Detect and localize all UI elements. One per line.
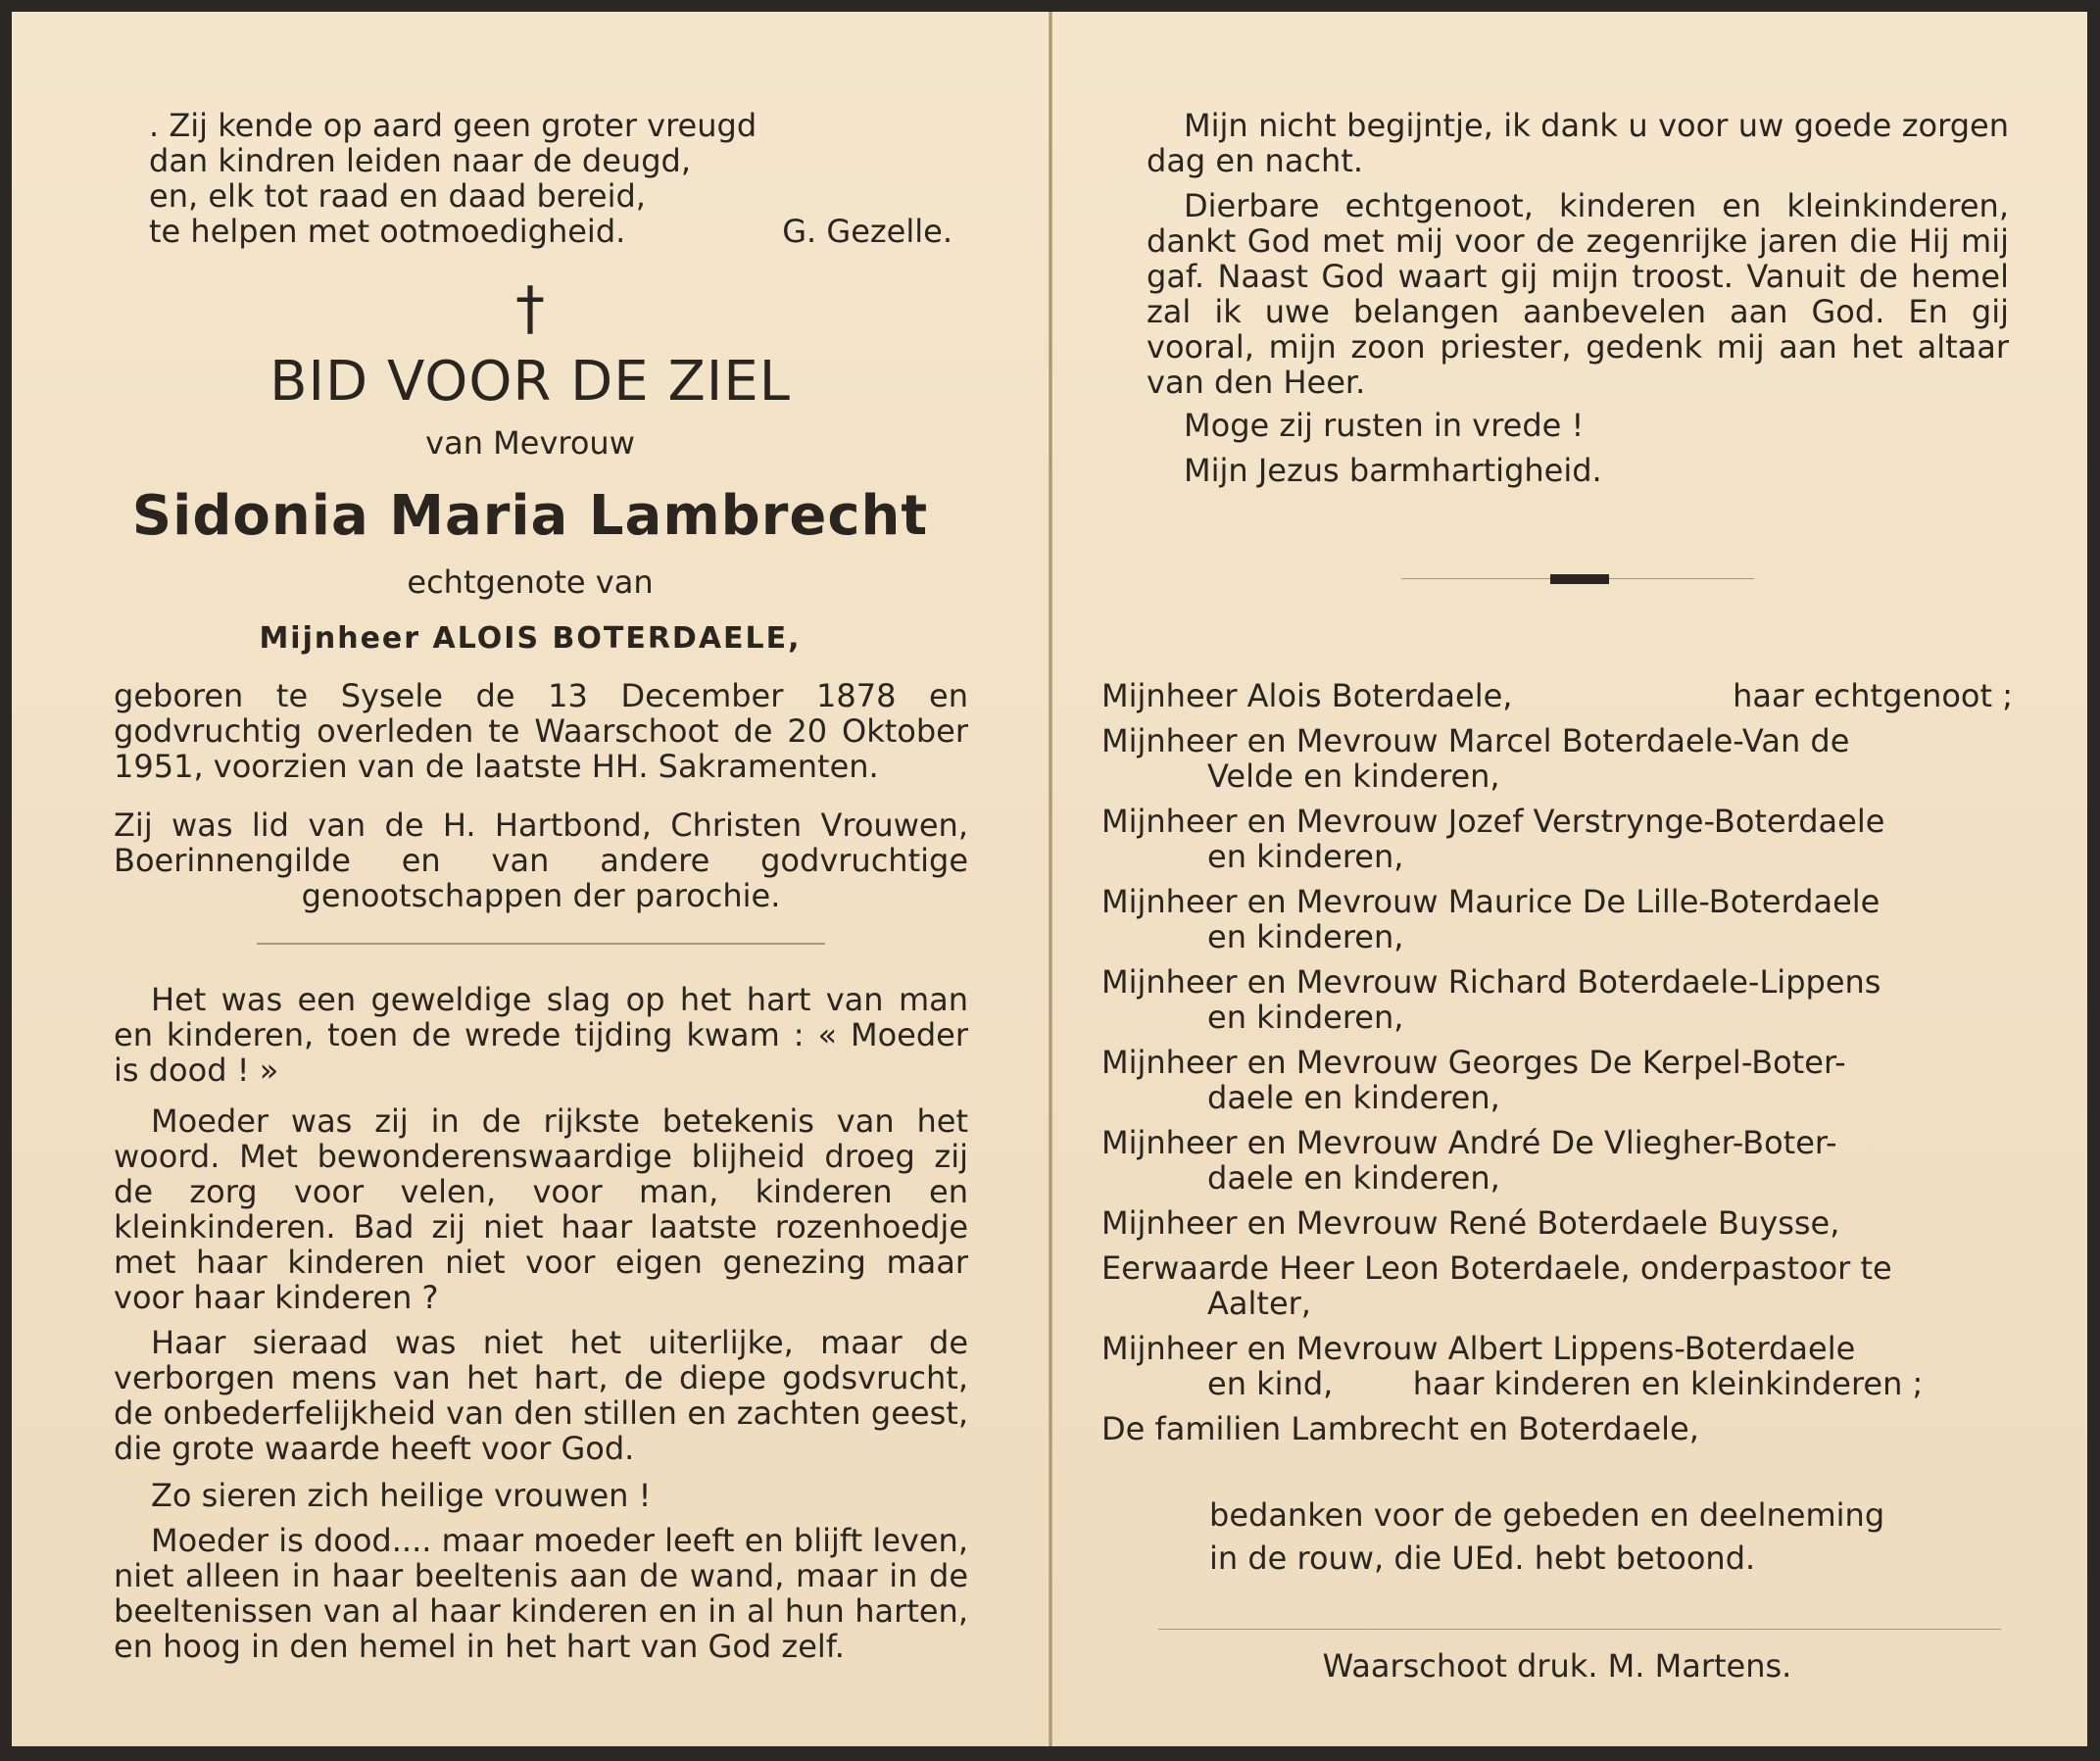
left-divider	[257, 943, 825, 945]
left-paragraph: Haar sieraad was niet het uiterlijke, maar de verborgen mens van het hart, de diepe godsvrucht, de onbederfelijkheid van den stillen en zachten geest, die grote waarde heeft voor God.	[114, 1324, 968, 1467]
family-entry	[1101, 804, 2013, 874]
family-entry	[1101, 1411, 2013, 1446]
right-divider-mark	[1550, 574, 1609, 584]
thanks-line: in de rouw, die UEd. hebt betoond.	[1209, 1540, 1756, 1577]
family-entry-first: Mijnheer en Mevrouw Jozef Verstrynge-Boterdaele	[1101, 803, 1885, 840]
husband-name: Mijnheer ALOIS BOTERDAELE,	[259, 621, 802, 656]
family-entry-cont: Aalter,	[1207, 1285, 1311, 1322]
van-mevrouw: van Mevrouw	[425, 424, 635, 462]
printer-credit: Waarschoot druk. M. Martens.	[1322, 1647, 1792, 1685]
family-entry-first: De familien Lambrecht en Boterdaele,	[1101, 1410, 1699, 1447]
left-paragraph: Het was een geweldige slag op het hart van man en kinderen, toen de wrede tijding kwam : « Moeder is dood ! »	[114, 981, 968, 1089]
poem-line: . Zij kende op aard geen groter vreugd	[149, 107, 757, 144]
poem-line: en, elk tot raad en daad bereid,	[149, 177, 646, 215]
family-entry-cont: Velde en kinderen,	[1207, 758, 1500, 795]
family-entry	[1101, 1045, 2013, 1115]
family-husband-role: haar echtgenoot ;	[1733, 677, 2013, 714]
family-husband-name: Mijnheer Alois Boterdaele,	[1101, 677, 1513, 714]
family-entry-first: Mijnheer en Mevrouw André De Vliegher-Boter-	[1101, 1124, 1837, 1161]
poem	[149, 108, 952, 249]
family-entry-cont: en kinderen,	[1207, 838, 1404, 875]
poem-line: dan kindren leiden naar de deugd,	[149, 142, 691, 179]
family-entry	[1101, 1250, 2013, 1321]
prayer-heading: BID VOOR DE ZIEL	[269, 350, 791, 414]
family-entry	[1101, 1125, 2013, 1196]
family-entry-first: Mijnheer en Mevrouw René Boterdaele Buysse,	[1101, 1204, 1840, 1242]
family-entry-cont: daele en kinderen,	[1207, 1079, 1500, 1116]
thanks-block	[1209, 1497, 2013, 1576]
printer-divider	[1158, 1629, 2001, 1630]
echtgenote-van: echtgenote van	[407, 563, 654, 601]
family-entry	[1101, 723, 2013, 794]
family-list	[1101, 678, 2013, 1446]
family-entry-first: Mijnheer en Mevrouw Richard Boterdaele-Lippens	[1101, 963, 1881, 1001]
right-paragraph: Dierbare echtgenoot, kinderen en kleinkinderen, dankt God met mij voor de zegenrijke jaren die Hij mij gaf. Naast God waart gij mijn troost. Vanuit de hemel zal ik uwe belangen aanbevelen aan God. En gij vooral, mijn zoon priester, gedenk mij aan het altaar van den Heer.	[1147, 187, 2009, 401]
right-paragraph: Moge zij rusten in vrede !	[1184, 407, 1585, 444]
memorial-card	[12, 12, 2087, 1746]
left-paragraph: Zo sieren zich heilige vrouwen !	[151, 1477, 652, 1514]
membership-paragraph: Zij was lid van de H. Hartbond, Christen Vrouwen, Boerinnengilde en van andere godvruchtige genootschappen der parochie.	[114, 807, 968, 914]
family-entry-cont: en kind, haar kinderen en kleinkinderen ;	[1207, 1365, 1924, 1402]
cross-icon: †	[515, 274, 545, 343]
poem-author: G. Gezelle.	[782, 213, 952, 250]
family-entry	[1101, 1205, 2013, 1241]
family-entry-first: Eerwaarde Heer Leon Boterdaele, onderpastoor te	[1101, 1249, 1892, 1287]
family-entry	[1101, 964, 2013, 1035]
deceased-name: Sidonia Maria Lambrecht	[131, 484, 929, 548]
birth-death-paragraph: geboren te Sysele de 13 December 1878 en godvruchtig overleden te Waarschoot de 20 Oktober 1951, voorzien van de laatste HH. Sakramenten.	[114, 677, 968, 785]
family-entry-first: Mijnheer en Mevrouw Georges De Kerpel-Boter-	[1101, 1044, 1846, 1081]
thanks-line: bedanken voor de gebeden en deelneming	[1209, 1496, 1885, 1534]
family-entry-first: Mijnheer en Mevrouw Albert Lippens-Boterdaele	[1101, 1330, 1856, 1367]
right-paragraph: Mijn nicht begijntje, ik dank u voor uw goede zorgen dag en nacht.	[1147, 107, 2009, 179]
family-entry-cont: daele en kinderen,	[1207, 1159, 1500, 1197]
family-entry-cont: en kinderen,	[1207, 918, 1404, 955]
family-entry	[1101, 1331, 2013, 1401]
family-husband-row	[1101, 678, 2013, 713]
family-entry-first: Mijnheer en Mevrouw Marcel Boterdaele-Van de	[1101, 722, 1850, 759]
poem-line: te helpen met ootmoedigheid.	[149, 213, 626, 250]
family-entry-cont: en kinderen,	[1207, 999, 1404, 1036]
family-entry-first: Mijnheer en Mevrouw Maurice De Lille-Boterdaele	[1101, 883, 1880, 920]
family-entry	[1101, 884, 2013, 954]
left-paragraph: Moeder is dood.... maar moeder leeft en blijft leven, niet alleen in haar beeltenis aan de wand, maar in de beeltenissen van al haar kinderen en in al hun harten, en hoog in den hemel in het hart van God zelf.	[114, 1522, 968, 1665]
left-paragraph: Moeder was zij in de rijkste betekenis van het woord. Met bewonderenswaardige blijheid droeg zij de zorg voor velen, voor man, kinderen en kleinkinderen. Bad zij niet haar laatste rozenhoedje met haar kinderen niet voor eigen genezing maar voor haar kinderen ?	[114, 1102, 968, 1316]
right-paragraph: Mijn Jezus barmhartigheid.	[1184, 452, 1602, 489]
